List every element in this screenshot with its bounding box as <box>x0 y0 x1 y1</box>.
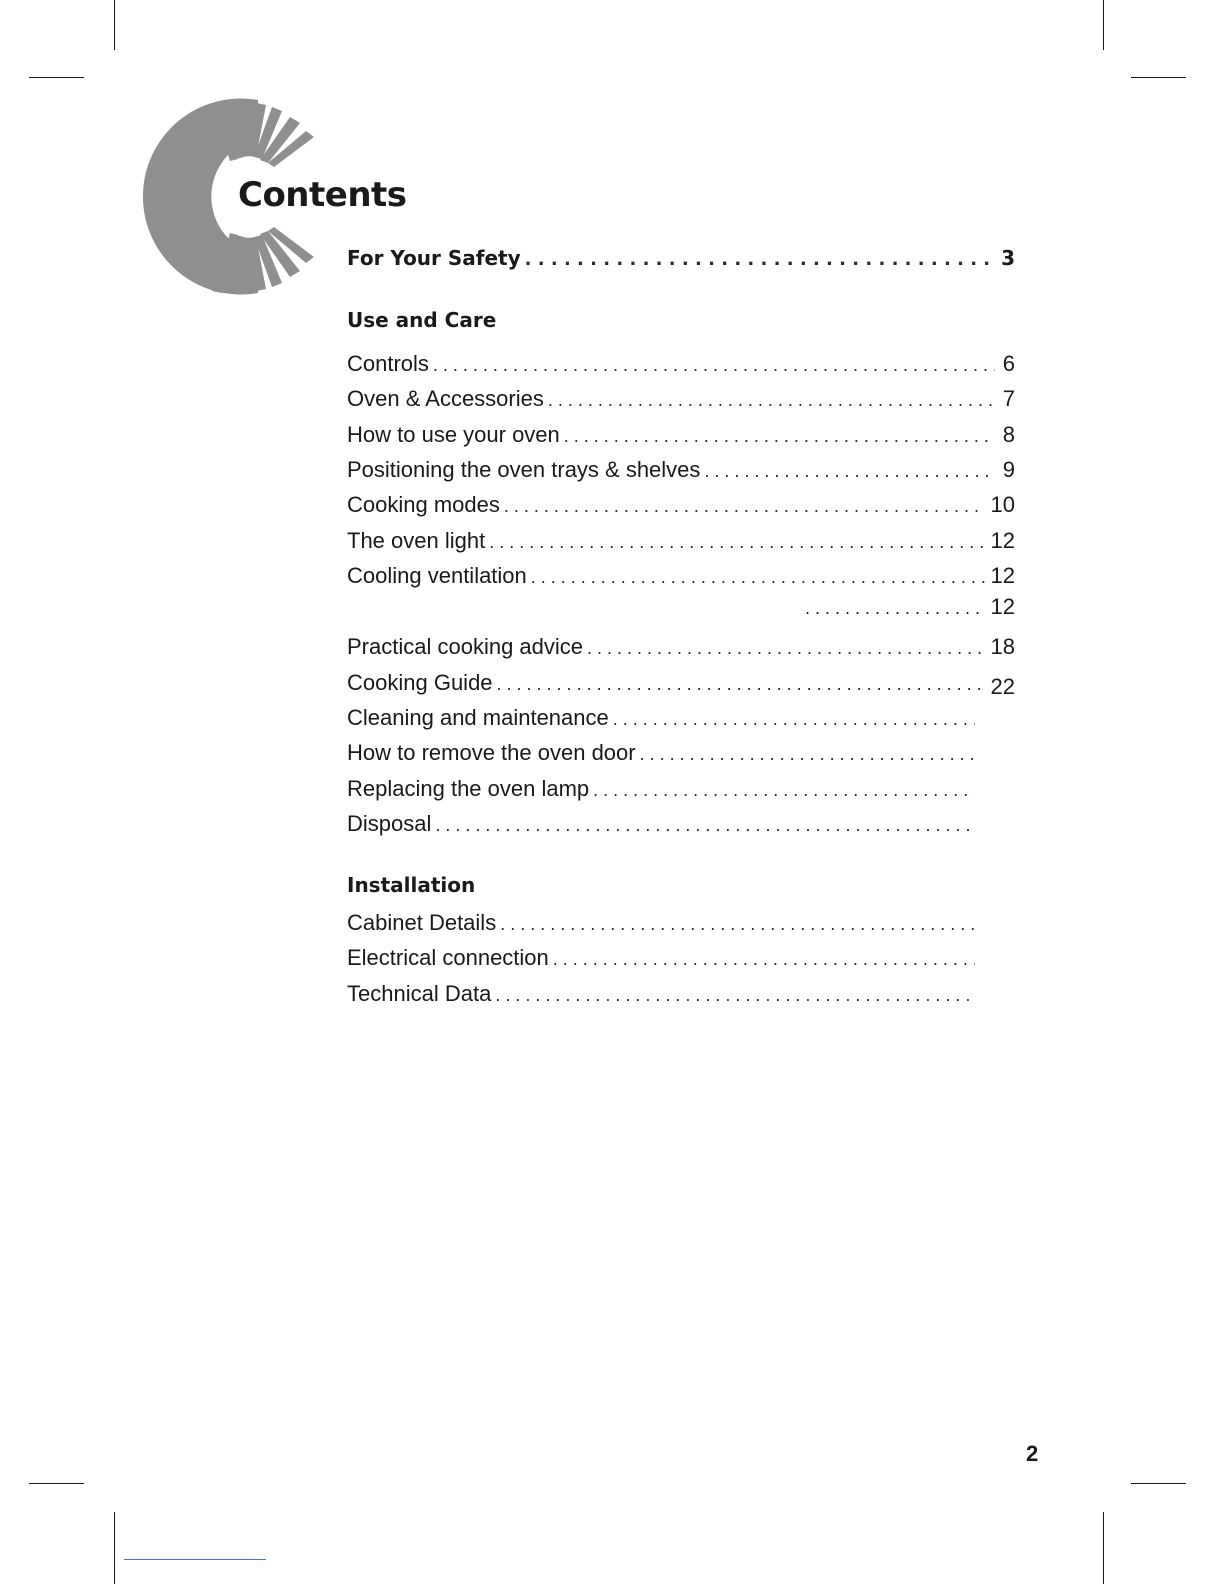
toc-entry-page: 3 <box>1001 246 1015 270</box>
toc-entry-page: 22 <box>990 674 1015 699</box>
toc-entry-label: Positioning the oven trays & shelves <box>347 457 701 482</box>
toc-entry-page: 18 <box>990 634 1015 659</box>
toc-entry[interactable] <box>347 980 981 1009</box>
toc-entry-page: 8 <box>1002 422 1015 447</box>
toc-entry[interactable] <box>347 491 1015 520</box>
dot-leader <box>805 594 985 622</box>
toc-entry-label: Cooking modes <box>347 492 500 517</box>
dot-leader <box>587 634 985 662</box>
dot-leader <box>433 351 995 379</box>
toc-entry[interactable] <box>347 944 981 973</box>
toc-entry[interactable] <box>347 633 1015 662</box>
toc-entry-label: Disposal <box>347 811 432 836</box>
toc-entry[interactable] <box>347 421 1015 450</box>
toc-entry-label: How to remove the oven door <box>347 740 636 765</box>
dot-leader <box>489 528 984 556</box>
toc-entry[interactable] <box>347 562 1015 591</box>
crop-mark <box>114 1512 115 1584</box>
crop-mark <box>29 1483 84 1484</box>
dot-leader <box>500 910 975 938</box>
dot-leader <box>564 422 995 450</box>
toc-entry-page: 12 <box>990 563 1015 588</box>
crop-mark <box>29 77 84 78</box>
toc-entry-label: Cabinet Details <box>347 910 497 935</box>
dot-leader <box>613 705 975 733</box>
dot-leader <box>640 740 975 768</box>
dot-leader <box>525 246 995 274</box>
toc-entry-label: For Your Safety <box>347 246 521 270</box>
toc-entry[interactable] <box>347 704 981 733</box>
toc-entry[interactable] <box>347 669 1015 698</box>
toc-entry-label: Technical Data <box>347 981 492 1006</box>
dot-leader <box>504 492 985 520</box>
toc-entry[interactable] <box>347 775 981 804</box>
crop-mark <box>1131 1483 1186 1484</box>
dot-leader <box>435 811 975 839</box>
page-title: Contents <box>238 175 407 215</box>
toc-entry-page: 12 <box>990 528 1015 553</box>
toc-entry[interactable] <box>347 456 1015 485</box>
toc-entry[interactable] <box>347 810 981 839</box>
toc-entry-label: How to use your oven <box>347 422 560 447</box>
orphan-page-entry <box>805 593 1015 622</box>
toc-entry[interactable] <box>347 527 1015 556</box>
dot-leader <box>495 981 975 1009</box>
bottom-link-rule <box>124 1559 266 1560</box>
dot-leader <box>497 670 985 698</box>
crop-mark <box>114 0 115 50</box>
toc-entry-label: Replacing the oven lamp <box>347 776 590 801</box>
toc-entry-label: The oven light <box>347 528 486 553</box>
crop-mark <box>1103 1512 1104 1584</box>
toc-entry-label: Electrical connection <box>347 945 549 970</box>
section-heading-installation: Installation <box>347 873 476 897</box>
dot-leader <box>553 945 975 973</box>
toc-entry-safety[interactable] <box>347 244 1015 274</box>
toc-entry[interactable] <box>347 739 981 768</box>
toc-entry[interactable] <box>347 909 981 938</box>
crop-mark <box>1131 77 1186 78</box>
toc-entry-label: Controls <box>347 351 429 376</box>
toc-entry-page: 6 <box>1002 351 1015 376</box>
toc-entry-label: Cooling ventilation <box>347 563 527 588</box>
toc-entry[interactable] <box>347 350 1015 379</box>
crop-mark <box>1103 0 1104 50</box>
toc-entry-label: Oven & Accessories <box>347 386 544 411</box>
toc-entry-label: Cooking Guide <box>347 670 493 695</box>
dot-leader <box>531 563 985 591</box>
toc-entry-page: 9 <box>1002 457 1015 482</box>
toc-entry[interactable] <box>347 385 1015 414</box>
dot-leader <box>548 386 995 414</box>
toc-entry-page: 7 <box>1002 386 1015 411</box>
toc-entry-label: Practical cooking advice <box>347 634 584 659</box>
section-heading-use-and-care: Use and Care <box>347 308 497 332</box>
dot-leader <box>593 776 975 804</box>
dot-leader <box>704 457 995 485</box>
toc-entry-label: Cleaning and maintenance <box>347 705 609 730</box>
toc-entry-page: 12 <box>990 594 1015 619</box>
toc-entry-page: 10 <box>990 492 1015 517</box>
page-number: 2 <box>1026 1441 1039 1466</box>
